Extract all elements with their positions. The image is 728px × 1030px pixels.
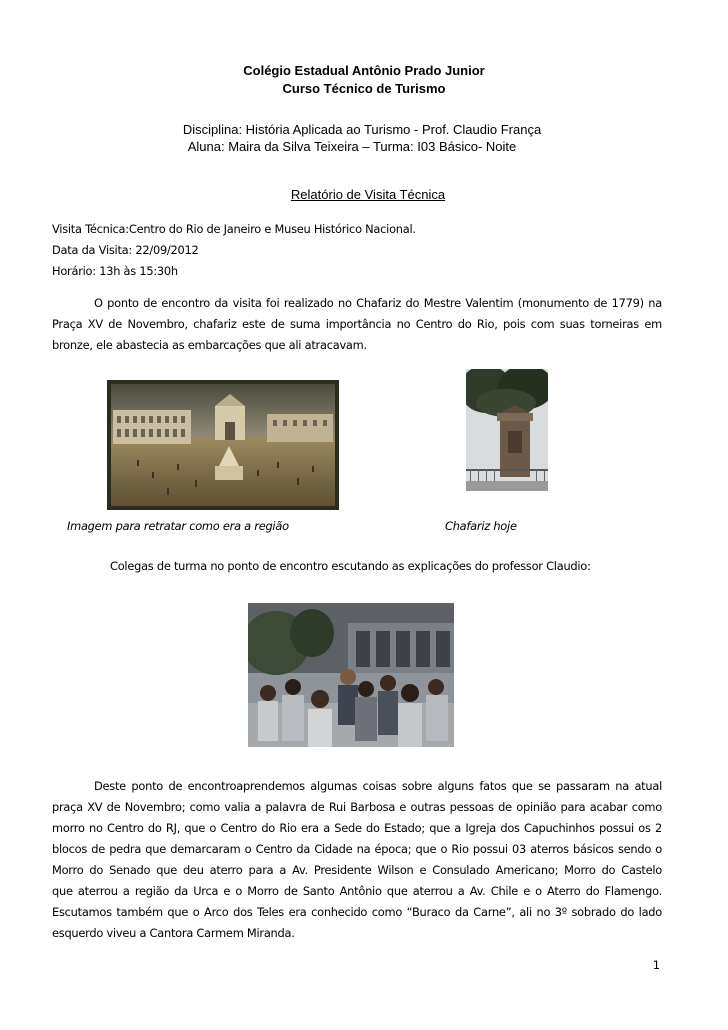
paragraph-line: Escutamos também que o Arco dos Teles era conhecido como “Buraco da Carne”, ali no 3º sobrado do lado [52,905,662,919]
paragraph-meeting-point [52,293,662,356]
student-line: Aluna: Maira da Silva Teixeira – Turma: I03 Básico- Noite [187,139,517,154]
fountain-today-image [466,369,548,491]
paragraph-line: Praça XV de Novembro, chafariz este de suma importância no Centro do Rio, pois com suas torneiras em [52,317,662,331]
paragraph-history-facts [52,776,662,944]
paragraph-line: que aterrou a região da Urca e o Morro de Santo Antônio que aterrou a Av. Chile e o Aterro do Flamengo. [52,884,662,898]
paragraph-line: Deste ponto de encontroaprendemos algumas coisas sobre alguns fatos que se passaram na atual [94,779,662,793]
paragraph-line: O ponto de encontro da visita foi realizado no Chafariz do Mestre Valentim (monumento de 1779) na [94,296,662,310]
visit-destination: Visita Técnica:Centro do Rio de Janeiro e Museu Histórico Nacional. [52,222,416,236]
paragraph-line: Morro do Senado que deu aterro para a Av. Presidente Wilson e Consulado Americano; Morro do Castelo [52,863,662,877]
paragraph-line: blocos de pedra que demarcaram o Centro da Cidade na época; que o Rio possui 03 aterros básicos sendo o [52,842,662,856]
paragraph-line: praça XV de Novembro; como valia a palavra de Rui Barbosa e outras pessoas de opinião para acabar como [52,800,662,814]
fountain-today-caption: Chafariz hoje [445,519,517,533]
course-name: Curso Técnico de Turismo [282,81,446,96]
class-group-photo [248,603,454,747]
page-number: 1 [652,958,660,972]
school-name: Colégio Estadual Antônio Prado Junior [243,63,485,78]
group-photo-intro: Colegas de turma no ponto de encontro escutando as explicações do professor Claudio: [110,559,591,573]
visit-time: Horário: 13h às 15:30h [52,264,178,278]
paragraph-line: esquerdo viveu a Cantora Carmem Miranda. [52,926,295,940]
historic-painting-image [107,380,339,510]
visit-date: Data da Visita: 22/09/2012 [52,243,199,257]
historic-image-caption: Imagem para retratar como era a região [67,519,289,533]
paragraph-line: morro no Centro do RJ, que o Centro do Rio era a Sede do Estado; que a Igreja dos Capuchinhos possui os 2 [52,821,662,835]
paragraph-line: bronze, ele abastecia as embarcações que ali atracavam. [52,338,367,352]
visit-info [52,219,662,282]
report-title: Relatório de Visita Técnica [290,187,446,202]
discipline-line: Disciplina: História Aplicada ao Turismo - Prof. Claudio França [182,122,542,137]
